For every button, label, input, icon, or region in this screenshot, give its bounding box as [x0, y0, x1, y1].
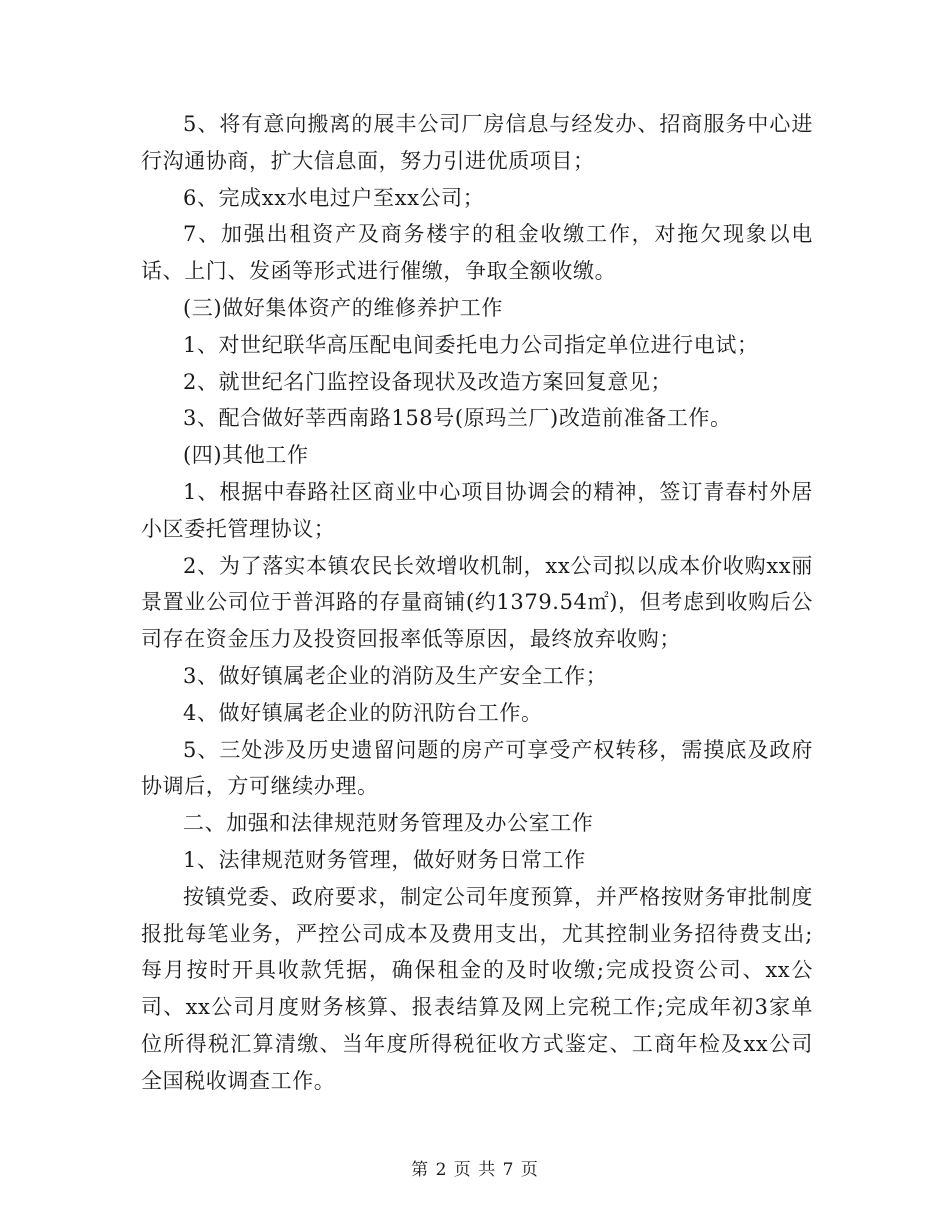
- subsection-heading: 1、法律规范财务管理，做好财务日常工作: [183, 847, 586, 872]
- section-heading: 二、加强和法律规范财务管理及办公室工作: [183, 811, 594, 836]
- document-body: [141, 106, 813, 1100]
- paragraph: 按镇党委、政府要求，制定公司年度预算，并严格按财务审批制度报批每笔业务，严控公司成本及费用支出，尤其控制业务招待费支出;每月按时开具收款凭据，确保租金的及时收缴;完成投资公司、xx公司、xx公司月度财务核算、报表结算及网上完税工作;完成年初3家单位所得税汇算清缴、当年度所得税征收方式鉴定、工商年检及xx公司全国税收调查工作。: [141, 884, 813, 1093]
- section-heading: (三)做好集体资产的维修养护工作: [183, 295, 503, 320]
- paragraph: 7、加强出租资产及商务楼宇的租金收缴工作，对拖欠现象以电话、上门、发函等形式进行催缴，争取全额收缴。: [141, 222, 813, 284]
- paragraph: 5、将有意向搬离的展丰公司厂房信息与经发办、招商服务中心进行沟通协商，扩大信息面，努力引进优质项目；: [141, 112, 813, 173]
- section-heading: (四)其他工作: [183, 443, 309, 468]
- paragraph: 2、为了落实本镇农民长效增收机制，xx公司拟以成本价收购xx丽景置业公司位于普洱路的存量商铺(约1379.54㎡)，但考虑到收购后公司存在资金压力及投资回报率低等原因，最终放弃收购；: [141, 553, 813, 652]
- paragraph: 1、对世纪联华高压配电间委托电力公司指定单位进行电试；: [183, 332, 759, 357]
- paragraph: 6、完成xx水电过户至xx公司；: [183, 185, 485, 210]
- paragraph: 3、做好镇属老企业的消防及生产安全工作；: [183, 663, 608, 688]
- paragraph: 1、根据中春路社区商业中心项目协调会的精神，签订青春村外居小区委托管理协议；: [141, 479, 813, 541]
- paragraph: 2、就世纪名门监控设备现状及改造方案回复意见；: [183, 369, 673, 394]
- paragraph: 4、做好镇属老企业的防汛防台工作。: [183, 700, 543, 725]
- paragraph: 3、配合做好莘西南路158号(原玛兰厂)改造前准备工作。: [183, 406, 732, 431]
- page-footer: 第 2 页 共 7 页: [411, 1160, 539, 1180]
- paragraph: 5、三处涉及历史遗留问题的房产可享受产权转移，需摸底及政府协调后，方可继续办理。: [141, 737, 813, 799]
